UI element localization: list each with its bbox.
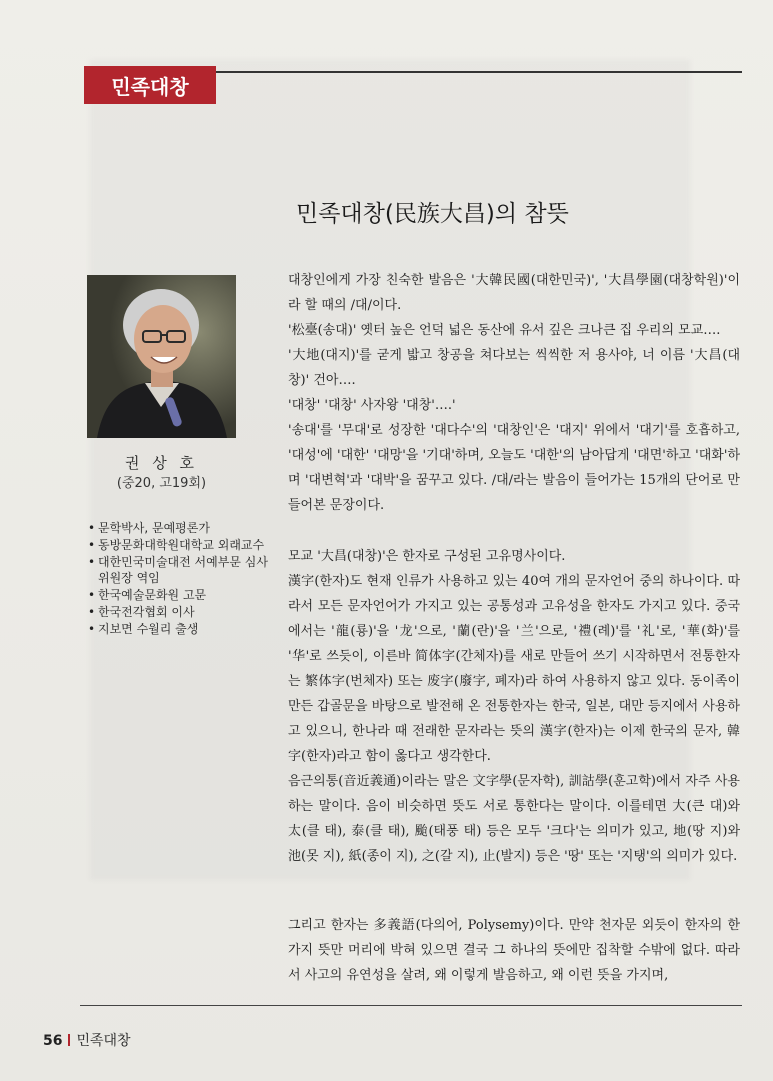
bio-item: • 문학박사, 문예평론가 (88, 520, 278, 536)
body-paragraph: 漢字(한자)도 현재 인류가 사용하고 있는 40여 개의 문자언어 중의 하나이다. 따라서 모든 문자언어가 가지고 있는 공통성과 고유성을 한자도 가지고 있다. 중국에서는 '龍(룡)'을 '龙'으로, '蘭(란)'을 '兰'으로, '禮(례)'를 '礼'로, '華(화)'를 '华'로 쓰듯이, 이른바 简体字(간체자)를 새로 만들어 쓰기 시작하면서 전통한자는 繁体字(번체자) 또는 废字(廢字, 폐자)라 하여 사용하지 않고 있다. 동이족이 만든 갑골문을 바탕으로 발전해 온 전통한자는 한국, 일본, 대만 등지에서 사용하고 있으니, 한나라 때 전래한 문자라는 뜻의 漢字(한자)는 이제 한국의 문자, 韓字(한자)라고 함이 옳다고 생각한다. (288, 574, 740, 764)
author-photo-illustration (87, 275, 236, 438)
bottom-rule (80, 1005, 742, 1006)
footer-section-name: 민족대창 (76, 1033, 131, 1049)
page-footer (43, 1030, 131, 1050)
page-number: 56 (43, 1033, 63, 1049)
top-rule (216, 71, 742, 73)
bio-item: • 대한민국미술대전 서예부문 심사위원장 역임 (88, 554, 278, 586)
body-paragraph: '松臺(송대)' 옛터 높은 언덕 넓은 동산에 유서 깊은 크나큰 집 우리의 모교…. (288, 323, 721, 338)
section-tab: 민족대창 (84, 66, 216, 104)
bio-item: • 동방문화대학원대학교 외래교수 (88, 537, 278, 553)
body-paragraph: '大地(대지)'를 굳게 밟고 창공을 쳐다보는 씩씩한 저 용사야, 너 이름 '大昌(대창)' 건아…. (288, 348, 740, 388)
body-paragraph: 모교 '大昌(대창)'은 한자로 구성된 고유명사이다. (288, 549, 566, 564)
body-block-polysemy (288, 913, 740, 988)
body-paragraph: '대창' '대창' 사자왕 '대창'….' (288, 398, 456, 413)
author-class-year: (중20, 고19회) (116, 476, 207, 491)
author-name: 권 상 호 (124, 454, 198, 472)
bio-item: • 지보면 수월리 출생 (88, 621, 278, 637)
body-block-intro (288, 268, 740, 518)
bio-item: • 한국전각협회 이사 (88, 604, 278, 620)
author-photo (87, 275, 236, 438)
bio-item: • 한국예술문화원 고문 (88, 587, 278, 603)
body-paragraph: '송대'를 '무대'로 성장한 '대다수'의 '대창인'은 '대지' 위에서 '대기'를 호흡하고, '대성'에 '대한' '대망'을 '기대'하며, 오늘도 '대한'의 남아답게 '대면'하고 '대화'하며 '대변혁'과 '대박'을 꿈꾸고 있다. /대/라는 발음이 들어가는 15개의 단어로 만들어본 문장이다. (288, 423, 740, 513)
body-paragraph: 그리고 한자는 多義語(다의어, Polysemy)이다. 만약 천자문 외듯이 한자의 한 가지 뜻만 머리에 박혀 있으면 결국 그 하나의 뜻에만 집착할 수밖에 없다. 따라서 사고의 유연성을 살려, 왜 이렇게 발음하고, 왜 이런 뜻을 가지며, (288, 918, 740, 983)
footer-separator (68, 1034, 70, 1046)
body-paragraph: 대창인에게 가장 친숙한 발음은 '大韓民國(대한민국)', '大昌學園(대창학원)'이라 할 때의 /대/이다. (288, 273, 740, 313)
article-title: 민족대창(民族大昌)의 참뜻 (296, 201, 569, 227)
author-bio-list (88, 520, 278, 638)
body-paragraph: 음근의통(音近義通)이라는 말은 文字學(문자학), 訓詁學(훈고학)에서 자주 사용하는 말이다. 음이 비슷하면 뜻도 서로 통한다는 말이다. 이를테면 大(큰 대)와 太(클 태), 泰(클 태), 颱(태풍 태) 등은 모두 '크다'는 의미가 있고, 地(땅 지)와 池(못 지), 紙(종이 지), 之(갈 지), 止(발지) 등은 '땅' 또는 '지탱'의 의미가 있다. (288, 774, 740, 864)
body-block-hanja (288, 544, 740, 869)
